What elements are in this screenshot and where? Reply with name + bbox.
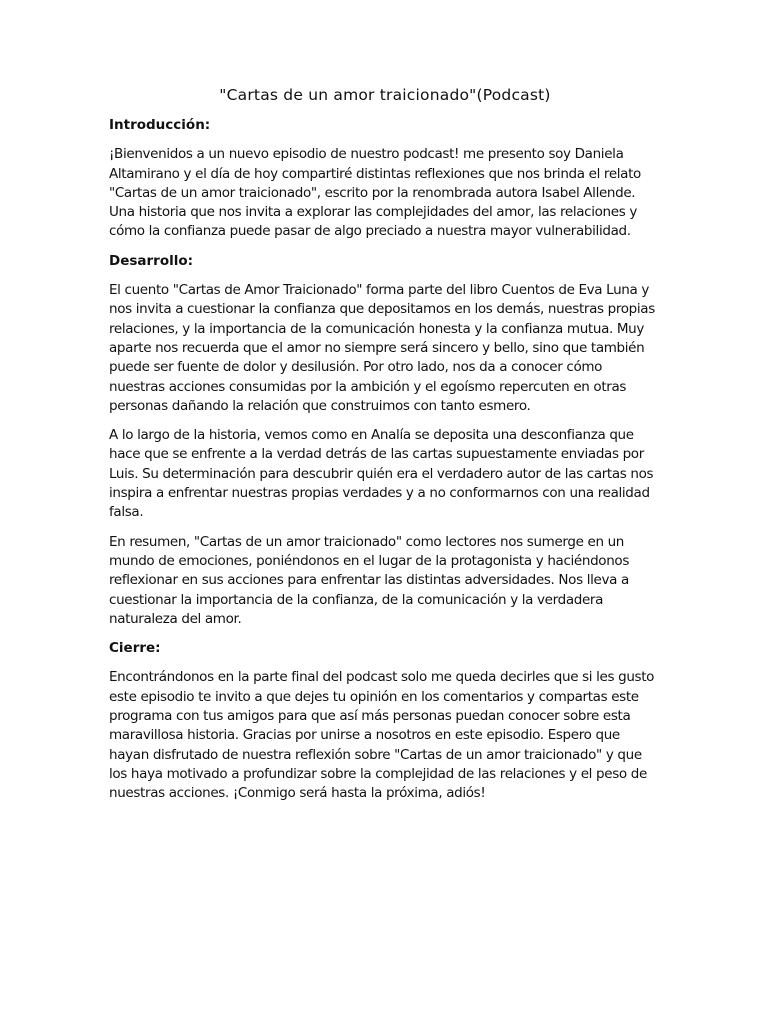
section-introduccion — [109, 116, 661, 242]
paragraph: El cuento "Cartas de Amor Traicionado" forma parte del libro Cuentos de Eva Luna y nos invita a cuestionar la confianza que depositamos en los demás, nuestras propias relaciones, y la importancia de la comunicación honesta y la confianza mutua. Muy aparte nos recuerda que el amor no siempre será sincero y bello, sino que también puede ser fuente de dolor y desilusión. Por otro lado, nos da a conocer cómo nuestras acciones consumidas por la ambición y el egoísmo repercuten en otras personas dañando la relación que construimos con tanto esmero. — [109, 282, 655, 414]
section-heading: Introducción: — [109, 117, 211, 133]
paragraph: Encontrándonos en la parte final del podcast solo me queda decirles que si les gusto este episodio te invito a que dejes tu opinión en los comentarios y compartas este programa con tus amigos para que así más personas puedan conocer sobre esta maravillosa historia. Gracias por unirse a nosotros en este episodio. Espero que hayan disfrutado de nuestra reflexión sobre "Cartas de un amor traicionado" y que los haya motivado a profundizar sobre la complejidad de las relaciones y el peso de nuestras acciones. ¡Conmigo será hasta la próxima, adiós! — [109, 669, 655, 802]
section-cierre — [109, 639, 661, 803]
document-page — [109, 84, 661, 814]
document-title: "Cartas de un amor traicionado"(Podcast) — [219, 86, 551, 104]
section-desarrollo — [109, 252, 661, 629]
paragraph: A lo largo de la historia, vemos como en Analía se deposita una desconfianza que hace que se enfrente a la verdad detrás de las cartas supuestamente enviadas por Luis. Su determinación para descubrir quién era el verdadero autor de las cartas nos inspira a enfrentar nuestras propias verdades y a no conformarnos con una realidad falsa. — [109, 427, 654, 521]
section-heading: Cierre: — [109, 640, 161, 657]
paragraph: ¡Bienvenidos a un nuevo episodio de nuestro podcast! me presento soy Daniela Altamirano y el día de hoy compartiré distintas reflexiones que nos brinda el relato "Cartas de un amor traicionado", escrito por la renombrada autora Isabel Allende. Una historia que nos invita a explorar las complejidades del amor, las relaciones y cómo la confianza puede pasar de algo preciado a nuestra mayor vulnerabilidad. — [109, 146, 641, 240]
paragraph: En resumen, "Cartas de un amor traicionado" como lectores nos sumerge en un mundo de emociones, poniéndonos en el lugar de la protagonista y haciéndonos reflexionar en sus acciones para enfrentar las distintas adversidades. Nos lleva a cuestionar la importancia de la confianza, de la comunicación y la verdadera naturaleza del amor. — [109, 533, 630, 627]
section-heading: Desarrollo: — [109, 252, 194, 269]
